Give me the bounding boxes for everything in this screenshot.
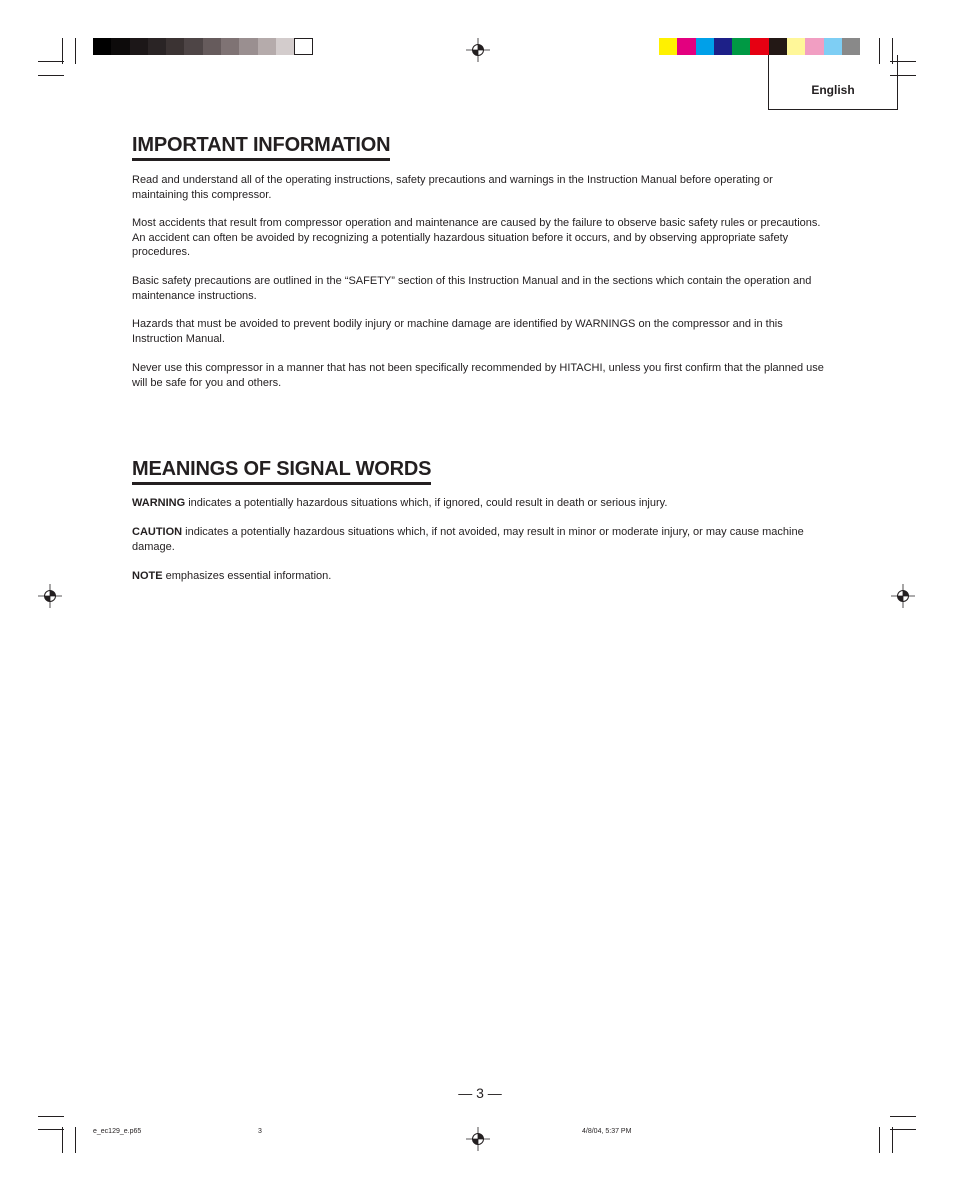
footer-filename: e_ec129_e.p65 <box>93 1128 142 1135</box>
crop-mark <box>38 1116 64 1117</box>
grayscale-color-bar <box>93 38 313 55</box>
crop-mark <box>75 1127 76 1153</box>
signal-word-note <box>132 569 832 584</box>
crop-mark <box>38 1129 64 1130</box>
color-swatch <box>221 38 239 55</box>
paragraph: Most accidents that result from compressor operation and maintenance are caused by the failure to observe basic safety rules or precautions. An accident can often be avoided by recognizing a potentially hazardous situation before it occurs, and by observing appropriate safety procedures. <box>132 217 821 259</box>
color-swatch <box>787 38 805 55</box>
signal-word-term: WARNING <box>132 497 186 509</box>
paragraph: Basic safety precautions are outlined in the “SAFETY” section of this Instruction Manual and in the sections which contain the operation and maintenance instructions. <box>132 275 812 302</box>
color-swatch <box>130 38 148 55</box>
registration-mark-icon <box>38 584 62 608</box>
signal-word-definition: indicates a potentially hazardous situations which, if ignored, could result in death or serious injury. <box>185 497 668 509</box>
footer-timestamp: 4/8/04, 5:37 PM <box>582 1128 632 1135</box>
color-swatch <box>148 38 166 55</box>
language-tab <box>768 55 898 110</box>
color-swatch <box>732 38 750 55</box>
color-swatch <box>750 38 768 55</box>
color-swatch <box>93 38 111 55</box>
crop-mark <box>75 38 76 64</box>
language-label: English <box>811 83 855 97</box>
crop-mark <box>890 1129 916 1130</box>
process-color-bar <box>659 38 860 55</box>
signal-word-definition: indicates a potentially hazardous situations which, if not avoided, may result in minor or moderate injury, or may cause machine damage. <box>132 526 804 553</box>
color-swatch <box>294 38 312 55</box>
color-swatch <box>239 38 257 55</box>
crop-mark <box>38 61 64 62</box>
page-number: — 3 — <box>458 1085 502 1101</box>
registration-mark-icon <box>466 38 490 62</box>
color-swatch <box>842 38 860 55</box>
color-swatch <box>258 38 276 55</box>
registration-mark-icon <box>466 1127 490 1151</box>
color-swatch <box>659 38 677 55</box>
color-swatch <box>677 38 695 55</box>
color-swatch <box>111 38 129 55</box>
footer-page: 3 <box>258 1128 262 1135</box>
signal-word-term: CAUTION <box>132 526 183 538</box>
crop-mark <box>38 75 64 76</box>
color-swatch <box>696 38 714 55</box>
crop-mark <box>892 1127 893 1153</box>
crop-mark <box>62 38 63 64</box>
crop-mark <box>62 1127 63 1153</box>
color-swatch <box>166 38 184 55</box>
color-swatch <box>805 38 823 55</box>
registration-mark-icon <box>891 584 915 608</box>
color-swatch <box>769 38 787 55</box>
crop-mark <box>879 1127 880 1153</box>
color-swatch <box>276 38 294 55</box>
signal-word-term: NOTE <box>132 570 163 582</box>
paragraph: Read and understand all of the operating instructions, safety precautions and warnings in the Instruction Manual before operating or maintaining this compressor. <box>132 174 773 201</box>
color-swatch <box>203 38 221 55</box>
color-swatch <box>824 38 842 55</box>
paragraph: Hazards that must be avoided to prevent bodily injury or machine damage are identified by WARNINGS on the compressor and in this Instruction Manual. <box>132 318 783 345</box>
crop-mark <box>890 1116 916 1117</box>
section-title-important-information: IMPORTANT INFORMATION <box>132 134 390 161</box>
paragraph: Never use this compressor in a manner that has not been specifically recommended by HITACHI, unless you first confirm that the planned use will be safe for you and others. <box>132 362 824 389</box>
section-title-signal-words: MEANINGS OF SIGNAL WORDS <box>132 458 431 485</box>
color-swatch <box>184 38 202 55</box>
signal-word-definition: emphasizes essential information. <box>162 570 332 582</box>
signal-word-warning <box>132 496 832 511</box>
color-swatch <box>714 38 732 55</box>
signal-word-caution <box>132 525 832 554</box>
